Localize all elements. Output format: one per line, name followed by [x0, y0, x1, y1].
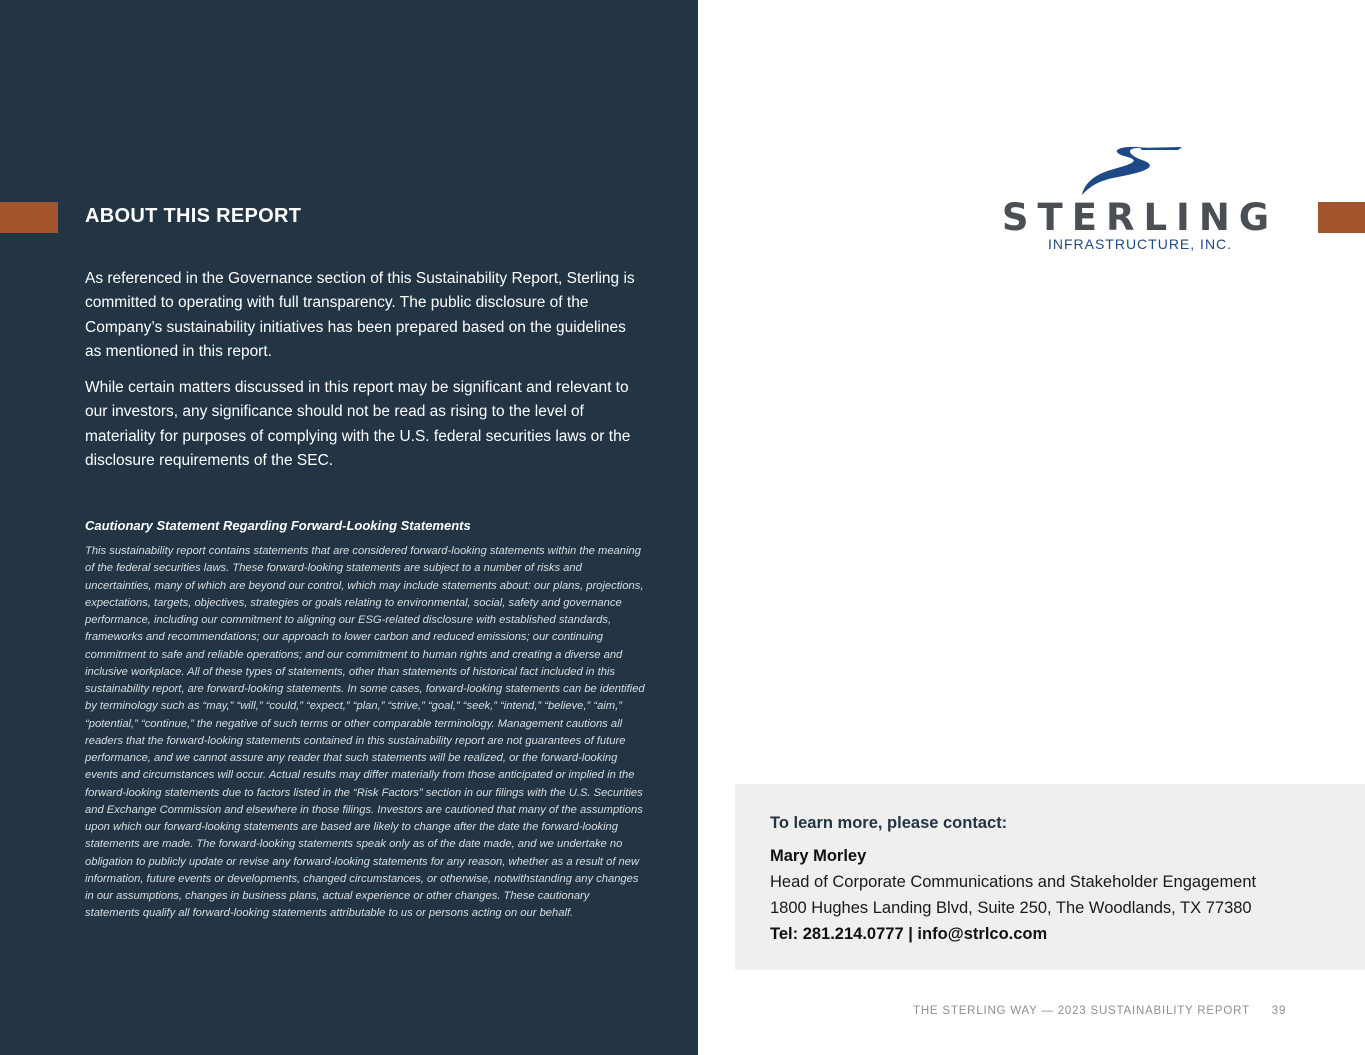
- cautionary-title: Cautionary Statement Regarding Forward-Looking Statements: [85, 518, 471, 533]
- page-footer: [913, 1005, 1286, 1017]
- section-title: ABOUT THIS REPORT: [85, 205, 302, 227]
- about-paragraph-2: While certain matters discussed in this report may be significant and relevant to our investors, any significance should not be read as rising to the level of materiality for purposes of complying with the U.S. federal securities laws or the disclosure requirements of the SEC.: [85, 379, 631, 469]
- cautionary-body: This sustainability report contains statements that are considered forward-looking statements within the meaning of the federal securities laws. These forward-looking statements are subject to a number of risks and uncertainties, many of which are beyond our control, which may include statements about: our plans, projections, expectations, targets, objectives, strategies or goals relating to environmental, social, safety and governance performance, including our commitment to aligning our ESG-related disclosure with established standards, frameworks and recommendations; our approach to lower carbon and reduced emissions; our continuing commitment to safe and reliable operations; and our commitment to human rights and creating a diverse and inclusive workplace. All of these types of statements, other than statements of historical fact included in this sustainability report, are forward-looking statements. In some cases, forward-looking statements can be identified by terminology such as “may,” “will,” “could,” “expect,” “plan,” “strive,” “goal,” “seek,” “intend,” “believe,” “aim,” “potential,” “continue,” the negative of such terms or other comparable terminology. Management cautions all readers that the forward-looking statements contained in this sustainability report are not guarantees of future performance, and we cannot assure any reader that such statements will be realized, or the forward-looking events and circumstances will occur. Actual results may differ materially from those anticipated or implied in the forward-looking statements due to factors listed in the “Risk Factors” section in our filings with the U.S. Securities and Exchange Commission and elsewhere in those filings. Investors are cautioned that many of the assumptions upon which our forward-looking statements are based are likely to change after the date the forward-looking statements are made. The forward-looking statements speak only as of the date made, and we undertake no obligation to publicly update or revise any forward-looking statements for any reason, whether as a result of new information, future events or developments, changed circumstances, or otherwise, notwithstanding any changes in our assumptions, changes in business plans, actual experience or other changes. These cautionary statements qualify all forward-looking statements attributable to us or persons acting on our behalf.: [85, 545, 645, 920]
- contact-address: 1800 Hughes Landing Blvd, Suite 250, The Woodlands, TX 77380: [770, 899, 1252, 917]
- swoosh-logo-icon: [1080, 140, 1185, 196]
- logo-subtitle: INFRASTRUCTURE, INC.: [1047, 236, 1233, 252]
- contact-role: Head of Corporate Communications and Stakeholder Engagement: [770, 873, 1257, 891]
- about-paragraph-1: As referenced in the Governance section of this Sustainability Report, Sterling is committed to operating with full transparency. The public disclosure of the Company’s sustainability initiatives has been prepared based on the guidelines as mentioned in this report.: [85, 270, 635, 360]
- footer-report-title: THE STERLING WAY — 2023 SUSTAINABILITY REPORT: [913, 1005, 1250, 1017]
- logo-wordmark: STERLING: [1001, 196, 1279, 239]
- contact-name: Mary Morley: [770, 847, 867, 865]
- accent-bar-left: [0, 202, 58, 233]
- contact-tel-email: Tel: 281.214.0777 | info@strlco.com: [770, 925, 1048, 943]
- sterling-logo: [990, 140, 1290, 260]
- accent-bar-right: [1318, 202, 1365, 233]
- contact-box: [735, 784, 1365, 970]
- contact-heading: To learn more, please contact:: [770, 814, 1008, 832]
- page-number: 39: [1271, 1005, 1287, 1017]
